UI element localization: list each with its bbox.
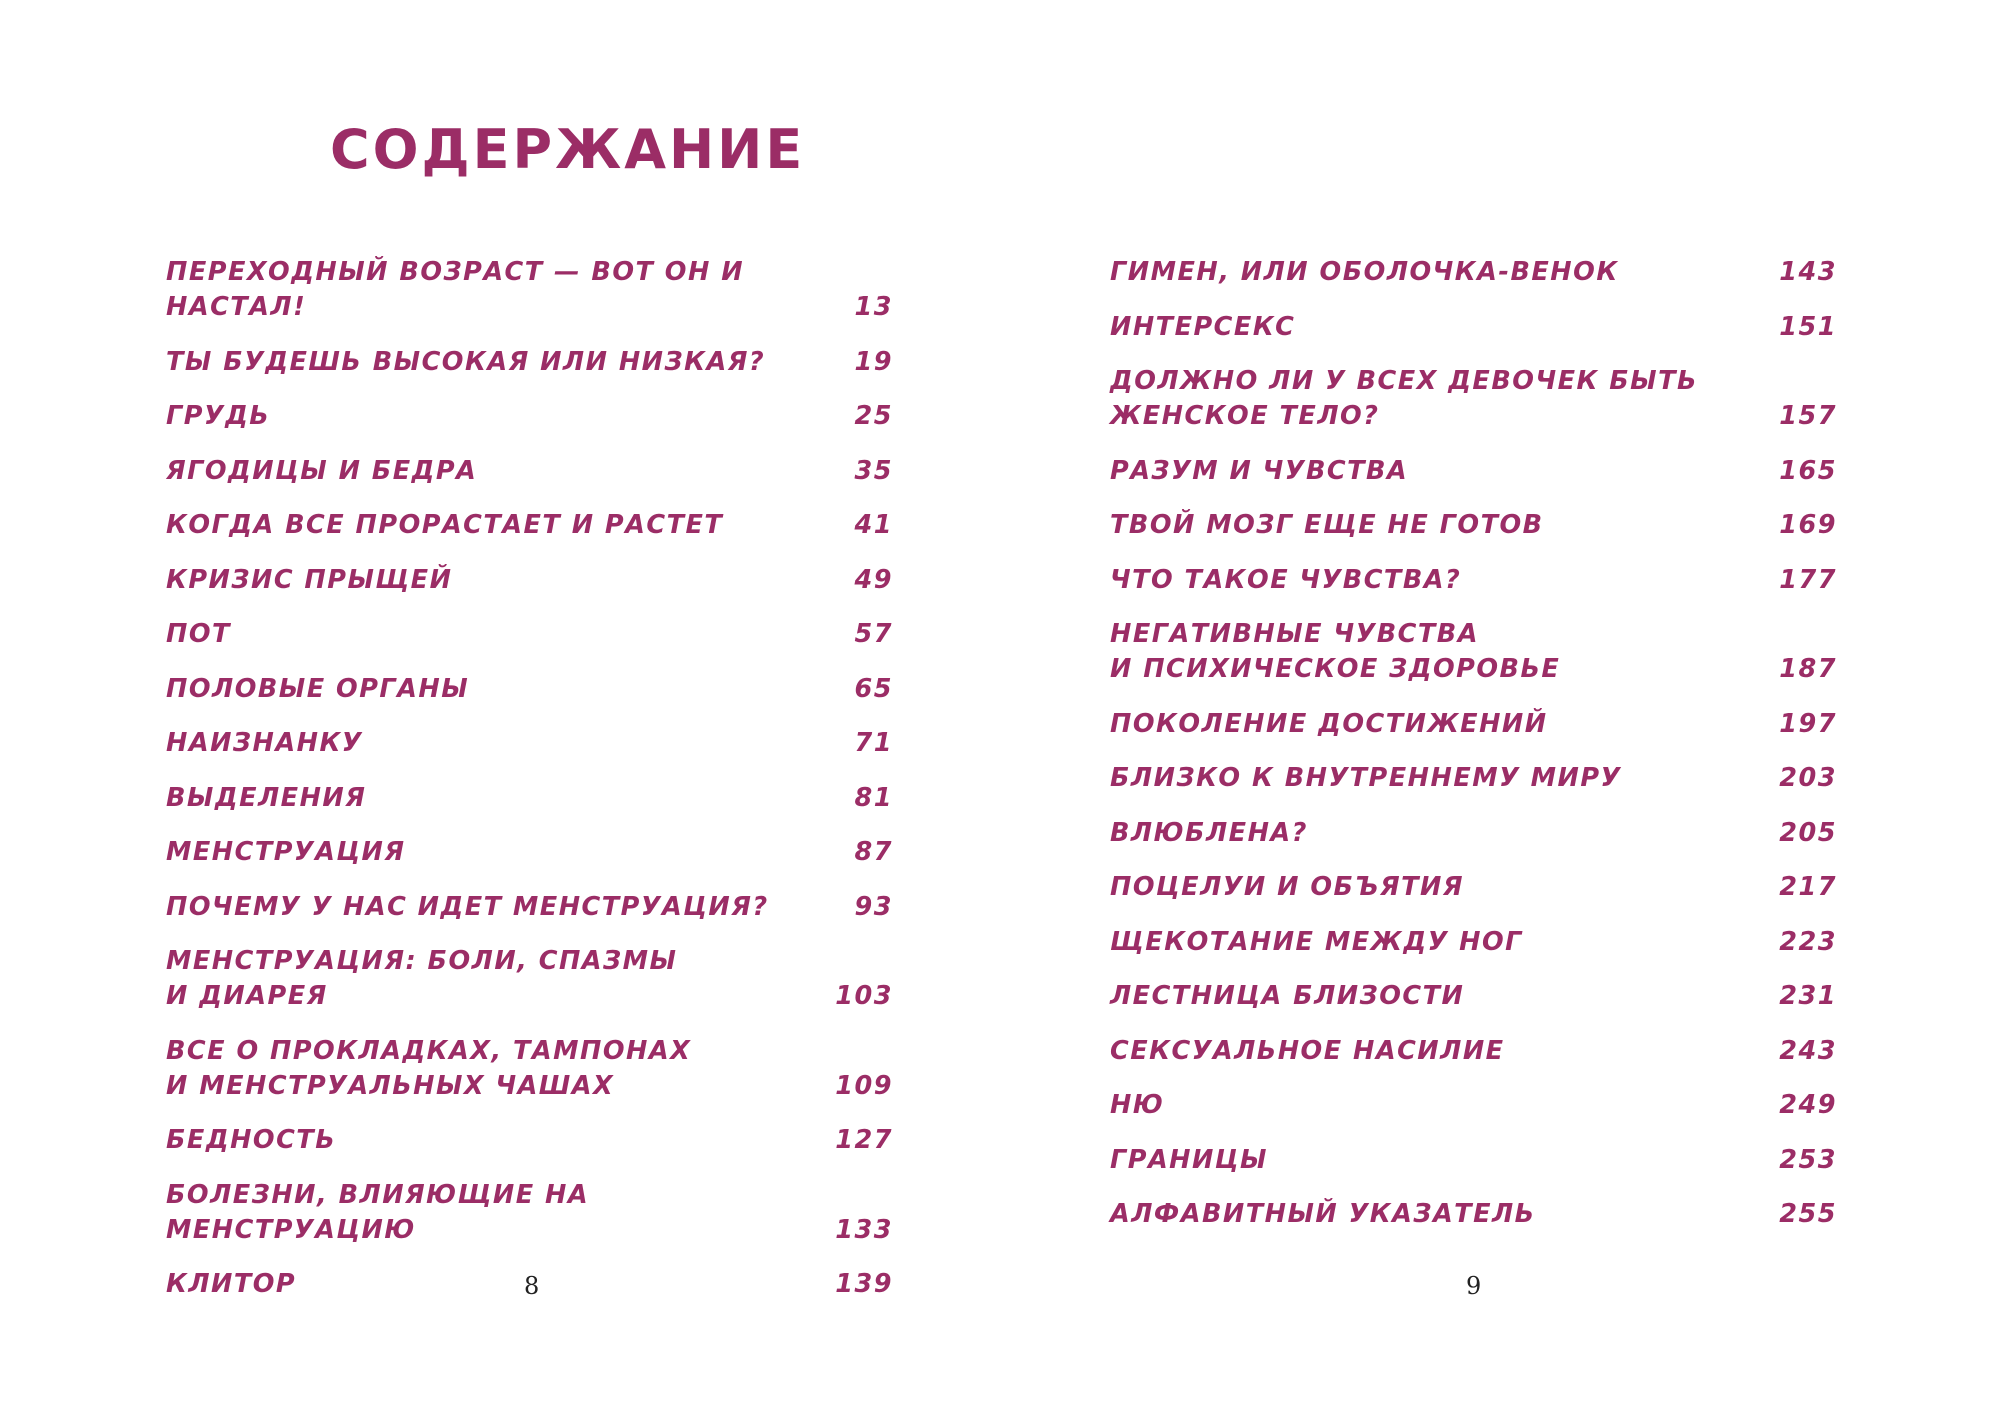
toc-entry-page: 133 — [835, 1214, 893, 1245]
toc-entry[interactable] — [166, 726, 893, 761]
toc-entry-title: БЕДНОСТЬ — [166, 1125, 337, 1155]
toc-entry-title: ПОТ — [166, 619, 231, 649]
toc-entry[interactable] — [166, 508, 893, 543]
toc-entry-page: 35 — [854, 455, 893, 486]
toc-entry-title: ЩЕКОТАНИЕ МЕЖДУ НОГ — [1110, 926, 1523, 957]
toc-entry-title: МЕНСТРУАЦИЯ: БОЛИ, СПАЗМЫ И ДИАРЕЯ — [166, 946, 678, 1011]
toc-entry-page: 25 — [854, 401, 893, 431]
toc-entry[interactable] — [1110, 761, 1837, 796]
toc-entry-title: МЕНСТРУАЦИЯ — [166, 837, 406, 867]
toc-entry-title: БЛИЗКО К ВНУТРЕННЕМУ МИРУ — [1110, 763, 1622, 793]
toc-entry-page: 127 — [835, 1125, 893, 1155]
toc-entry-page: 253 — [1779, 1144, 1837, 1175]
toc-entry-page: 143 — [1779, 257, 1837, 287]
toc-entry-title: ВСЕ О ПРОКЛАДКАХ, ТАМПОНАХ И МЕНСТРУАЛЬНЫХ ЧАШАХ — [166, 1035, 692, 1101]
toc-entry-page: 13 — [854, 292, 893, 322]
toc-entry[interactable] — [1110, 1088, 1837, 1123]
toc-entry-page: 223 — [1779, 926, 1837, 957]
toc-entry[interactable] — [1110, 925, 1837, 960]
toc-entry[interactable] — [166, 890, 893, 925]
toc-entry[interactable] — [1110, 255, 1837, 290]
toc-entry[interactable] — [166, 1034, 893, 1104]
toc-entry[interactable] — [1110, 454, 1837, 489]
toc-entry-title: ЛЕСТНИЦА БЛИЗОСТИ — [1110, 981, 1465, 1011]
toc-entry-page: 243 — [1779, 1035, 1837, 1066]
toc-entry-page: 87 — [854, 837, 893, 867]
toc-entry[interactable] — [166, 454, 893, 489]
toc-entry-page: 71 — [854, 728, 893, 758]
toc-entry-page: 205 — [1779, 817, 1837, 848]
toc-entry-title: ГРУДЬ — [166, 401, 271, 431]
toc-entry-title: БОЛЕЗНИ, ВЛИЯЮЩИЕ НА МЕНСТРУАЦИЮ — [166, 1179, 590, 1245]
toc-entry-title: ПОКОЛЕНИЕ ДОСТИЖЕНИЙ — [1110, 708, 1548, 739]
toc-entry-title: ТЫ БУДЕШЬ ВЫСОКАЯ ИЛИ НИЗКАЯ? — [166, 346, 766, 377]
toc-entry-title: ЯГОДИЦЫ И БЕДРА — [166, 455, 478, 486]
toc-entry-title: ПОЧЕМУ У НАС ИДЕТ МЕНСТРУАЦИЯ? — [166, 891, 769, 922]
toc-entry[interactable] — [166, 672, 893, 707]
toc-entry-page: 109 — [835, 1070, 893, 1101]
toc-entry-title: НЮ — [1110, 1090, 1165, 1120]
toc-entry[interactable] — [1110, 563, 1837, 598]
toc-right-column — [1110, 255, 1837, 1252]
toc-entry-page: 197 — [1779, 708, 1837, 739]
toc-entry-title: ГРАНИЦЫ — [1110, 1144, 1268, 1175]
toc-entry[interactable] — [166, 399, 893, 434]
toc-entry-title: КЛИТОР — [166, 1269, 297, 1299]
toc-entry[interactable] — [1110, 707, 1837, 742]
toc-entry[interactable] — [166, 835, 893, 870]
toc-entry-title: НЕГАТИВНЫЕ ЧУВСТВА И ПСИХИЧЕСКОЕ ЗДОРОВЬЕ — [1110, 619, 1561, 684]
toc-entry-title: РАЗУМ И ЧУВСТВА — [1110, 455, 1409, 486]
toc-entry-page: 49 — [854, 564, 893, 595]
toc-entry-page: 41 — [854, 510, 893, 540]
toc-entry-page: 231 — [1779, 981, 1837, 1011]
toc-entry-title: ПОЦЕЛУИ И ОБЪЯТИЯ — [1110, 872, 1464, 902]
toc-entry-page: 187 — [1779, 654, 1837, 684]
toc-entry[interactable] — [1110, 1143, 1837, 1178]
toc-entry-page: 81 — [854, 782, 893, 813]
contents-heading: СОДЕРЖАНИЕ — [330, 118, 806, 181]
toc-entry[interactable] — [1110, 364, 1837, 434]
toc-entry[interactable] — [1110, 870, 1837, 905]
toc-entry[interactable] — [166, 255, 893, 325]
toc-entry[interactable] — [166, 563, 893, 598]
toc-entry-title: ЧТО ТАКОЕ ЧУВСТВА? — [1110, 564, 1462, 595]
toc-entry-page: 177 — [1779, 564, 1837, 595]
toc-entry[interactable] — [166, 944, 893, 1014]
toc-entry-page: 203 — [1779, 763, 1837, 793]
toc-entry-title: ТВОЙ МОЗГ ЕЩЕ НЕ ГОТОВ — [1110, 510, 1544, 540]
toc-entry-title: АЛФАВИТНЫЙ УКАЗАТЕЛЬ — [1110, 1199, 1536, 1229]
toc-entry-page: 151 — [1779, 311, 1837, 342]
page-number-left: 8 — [524, 1272, 540, 1300]
toc-entry-title: КОГДА ВСЕ ПРОРАСТАЕТ И РАСТЕТ — [166, 510, 724, 540]
toc-entry[interactable] — [1110, 979, 1837, 1014]
toc-entry-page: 103 — [835, 981, 893, 1011]
toc-entry[interactable] — [166, 781, 893, 816]
toc-entry[interactable] — [1110, 1197, 1837, 1232]
toc-entry-page: 217 — [1779, 872, 1837, 902]
toc-entry-page: 157 — [1779, 401, 1837, 431]
toc-entry[interactable] — [1110, 1034, 1837, 1069]
toc-entry[interactable] — [1110, 310, 1837, 345]
page-number-right: 9 — [1466, 1272, 1482, 1300]
toc-entry-page: 139 — [835, 1269, 893, 1299]
toc-entry-page: 255 — [1779, 1199, 1837, 1229]
toc-entry-title: СЕКСУАЛЬНОЕ НАСИЛИЕ — [1110, 1035, 1505, 1066]
toc-entry-title: НАИЗНАНКУ — [166, 728, 363, 758]
toc-entry-title: КРИЗИС ПРЫЩЕЙ — [166, 564, 453, 595]
toc-entry-page: 169 — [1779, 510, 1837, 540]
toc-left-column — [166, 255, 893, 1322]
toc-entry[interactable] — [166, 1178, 893, 1248]
toc-entry-page: 165 — [1779, 455, 1837, 486]
toc-entry-title: ВЫДЕЛЕНИЯ — [166, 782, 367, 813]
toc-entry[interactable] — [166, 1123, 893, 1158]
toc-entry-page: 93 — [854, 891, 893, 922]
toc-entry-page: 65 — [854, 673, 893, 704]
toc-entry-title: ПЕРЕХОДНЫЙ ВОЗРАСТ — ВОТ ОН И НАСТАЛ! — [166, 257, 745, 322]
toc-entry-title: ИНТЕРСЕКС — [1110, 311, 1296, 342]
toc-entry[interactable] — [1110, 617, 1837, 687]
toc-entry[interactable] — [166, 345, 893, 380]
toc-entry-page: 57 — [854, 619, 893, 649]
toc-entry-page: 249 — [1779, 1090, 1837, 1120]
toc-entry-page: 19 — [854, 346, 893, 377]
toc-entry[interactable] — [166, 617, 893, 652]
toc-entry-title: ДОЛЖНО ЛИ У ВСЕХ ДЕВОЧЕК БЫТЬ ЖЕНСКОЕ ТЕЛО? — [1110, 366, 1698, 431]
toc-entry-title: ПОЛОВЫЕ ОРГАНЫ — [166, 673, 470, 704]
toc-entry[interactable] — [1110, 816, 1837, 851]
toc-entry-title: ГИМЕН, ИЛИ ОБОЛОЧКА-ВЕНОК — [1110, 257, 1619, 287]
toc-entry-title: ВЛЮБЛЕНА? — [1110, 817, 1308, 848]
toc-entry[interactable] — [1110, 508, 1837, 543]
